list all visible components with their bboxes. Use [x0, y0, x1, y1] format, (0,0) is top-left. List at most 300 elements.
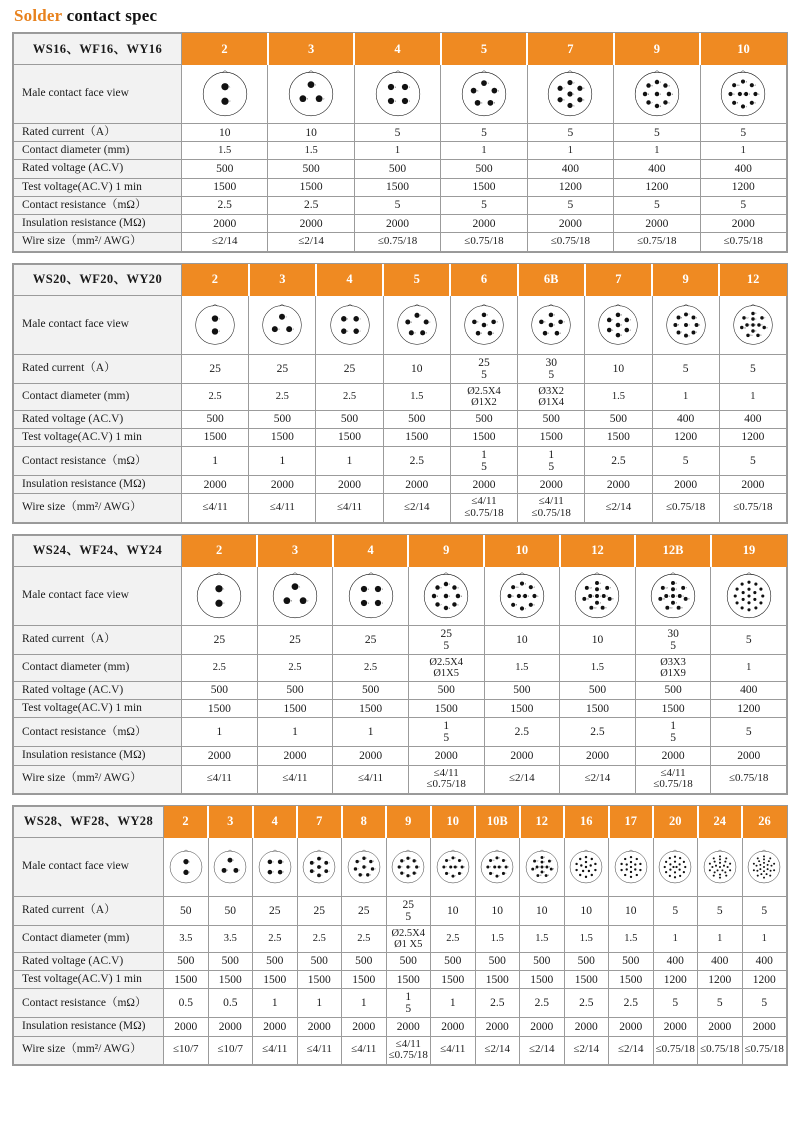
svg-text:7: 7	[551, 861, 552, 863]
contact-face-diagram	[182, 295, 249, 354]
svg-text:1: 1	[315, 84, 317, 87]
column-header-pin-count: 4	[253, 806, 298, 837]
svg-text:1: 1	[408, 86, 410, 89]
contact-face-diagram	[408, 566, 484, 625]
column-header-pin-count: 16	[564, 806, 609, 837]
svg-text:3: 3	[346, 330, 348, 333]
svg-text:1: 1	[688, 324, 690, 327]
column-header-pin-count: 19	[711, 535, 787, 566]
table-row-contact-resistance	[14, 447, 787, 476]
cell-insulation-resistance: 2000	[249, 476, 316, 494]
contact-face-diagram	[609, 837, 654, 896]
cell-contact-diameter: 1.5	[484, 654, 560, 681]
svg-text:4: 4	[533, 586, 535, 589]
svg-text:4: 4	[419, 867, 420, 869]
cell-contact-resistance: 5	[614, 196, 700, 214]
cell-rated-voltage: 500	[253, 952, 298, 970]
cell-wire-size: ≤2/14	[585, 494, 652, 522]
cell-rated-voltage: 500	[431, 952, 476, 970]
table-header-row	[14, 34, 787, 65]
cell-contact-resistance: 0.5	[208, 989, 253, 1018]
svg-text:9: 9	[404, 861, 406, 863]
cell-contact-diameter: 2.5	[253, 925, 298, 952]
cell-contact-diameter: 1.5	[609, 925, 654, 952]
table-row-contact-diameter	[14, 142, 787, 160]
cell-rated-current: 25	[182, 354, 249, 383]
cell-insulation-resistance: 2000	[711, 747, 787, 765]
cell-wire-size: ≤2/14	[520, 1036, 565, 1064]
row-label-insulation-resistance: Insulation resistance (MΩ)	[14, 1018, 164, 1036]
column-header-pin-count: 12	[560, 535, 636, 566]
svg-text:2: 2	[218, 330, 220, 333]
svg-text:1: 1	[449, 595, 451, 598]
contact-face-diagram	[475, 837, 520, 896]
cell-test-voltage: 1200	[652, 428, 719, 446]
contact-face-diagram	[700, 65, 786, 124]
cell-rated-current: 5	[652, 354, 719, 383]
contact-face-diagram	[653, 837, 698, 896]
table-row-test-voltage	[14, 699, 787, 717]
cell-contact-resistance: 1	[316, 447, 383, 476]
svg-text:5: 5	[508, 867, 510, 869]
cell-rated-voltage: 500	[450, 410, 517, 428]
cell-contact-diameter: 1	[700, 142, 786, 160]
cell-test-voltage: 1500	[297, 970, 342, 988]
svg-text:11: 11	[662, 598, 666, 601]
svg-text:6: 6	[675, 582, 677, 585]
svg-text:8: 8	[737, 102, 739, 105]
cell-rated-current: 25	[249, 354, 316, 383]
cell-contact-resistance: 0.5	[164, 989, 209, 1018]
column-header-pin-count: 12B	[635, 535, 711, 566]
table-row-rated-voltage	[14, 681, 787, 699]
svg-text:3: 3	[272, 872, 274, 874]
spec-table	[13, 33, 787, 252]
cell-insulation-resistance: 2000	[700, 215, 786, 233]
svg-text:3: 3	[457, 586, 459, 589]
svg-text:7: 7	[357, 869, 359, 871]
contact-face-diagram	[333, 566, 409, 625]
svg-text:7: 7	[314, 863, 316, 865]
cell-rated-voltage: 500	[441, 160, 527, 178]
svg-text:12: 12	[665, 587, 668, 590]
svg-text:6: 6	[755, 312, 757, 315]
svg-text:1: 1	[321, 867, 323, 869]
cell-insulation-resistance: 2000	[182, 215, 268, 233]
svg-text:1: 1	[755, 324, 757, 327]
contact-face-diagram	[383, 295, 450, 354]
cell-rated-voltage: 400	[719, 410, 786, 428]
cell-rated-voltage: 400	[652, 410, 719, 428]
cell-contact-resistance: 2.5	[609, 989, 654, 1018]
cell-rated-current: 10	[268, 124, 354, 142]
cell-rated-current: 10	[609, 896, 654, 925]
svg-text:1: 1	[742, 93, 745, 96]
row-label-contact-resistance: Contact resistance（mΩ）	[14, 718, 182, 747]
cell-insulation-resistance: 2000	[585, 476, 652, 494]
svg-text:6: 6	[362, 875, 364, 877]
cell-rated-voltage: 500	[297, 952, 342, 970]
cell-insulation-resistance: 2000	[354, 215, 440, 233]
svg-text:4: 4	[328, 871, 330, 873]
svg-text:2: 2	[365, 858, 367, 860]
cell-test-voltage: 1500	[609, 970, 654, 988]
cell-wire-size: ≤0.75/18	[652, 494, 719, 522]
svg-text:1: 1	[233, 860, 235, 862]
cell-contact-diameter: 1	[614, 142, 700, 160]
spec-table	[13, 806, 787, 1065]
column-header-pin-count: 9	[652, 264, 719, 295]
cell-contact-diameter: 1.5	[475, 925, 520, 952]
svg-text:6: 6	[543, 857, 545, 859]
cell-insulation-resistance: 2000	[564, 1018, 609, 1036]
svg-text:8: 8	[515, 604, 517, 607]
cell-contact-resistance: 1	[182, 447, 249, 476]
table-row-face-view	[14, 65, 787, 124]
cell-insulation-resistance: 2000	[527, 215, 613, 233]
spec-table	[13, 264, 787, 523]
svg-text:6: 6	[563, 99, 565, 102]
svg-text:8: 8	[448, 873, 450, 875]
column-header-pin-count: 4	[354, 34, 440, 65]
cell-insulation-resistance: 2000	[520, 1018, 565, 1036]
svg-text:10: 10	[737, 85, 740, 88]
cell-rated-current: 25 5	[386, 896, 431, 925]
cell-rated-current: 5	[711, 625, 787, 654]
svg-text:4: 4	[671, 93, 673, 96]
cell-insulation-resistance: 2000	[609, 1018, 654, 1036]
cell-rated-current: 10	[520, 896, 565, 925]
cell-contact-resistance: 5	[354, 196, 440, 214]
svg-text:4: 4	[367, 588, 369, 591]
svg-text:4: 4	[505, 860, 507, 862]
svg-text:10: 10	[448, 860, 451, 862]
cell-contact-diameter: 3.5	[208, 925, 253, 952]
svg-text:3: 3	[425, 332, 427, 335]
svg-text:3: 3	[496, 321, 498, 324]
svg-text:1: 1	[359, 318, 361, 321]
row-label-contact-diameter: Contact diameter (mm)	[14, 383, 182, 410]
cell-insulation-resistance: 2000	[518, 476, 585, 494]
cell-rated-voltage: 400	[700, 160, 786, 178]
cell-test-voltage: 1500	[383, 428, 450, 446]
svg-text:4: 4	[374, 869, 376, 871]
svg-text:6: 6	[314, 871, 316, 873]
svg-text:5: 5	[463, 867, 465, 869]
svg-text:9: 9	[760, 334, 762, 337]
cell-rated-voltage: 500	[354, 160, 440, 178]
cell-wire-size: ≤2/14	[268, 233, 354, 251]
svg-text:1: 1	[496, 867, 498, 869]
cell-wire-size: ≤4/11	[431, 1036, 476, 1064]
svg-text:4: 4	[560, 332, 562, 335]
cell-test-voltage: 1500	[585, 428, 652, 446]
svg-text:6: 6	[505, 873, 507, 875]
svg-text:10: 10	[515, 586, 519, 589]
cell-test-voltage: 1200	[653, 970, 698, 988]
cell-insulation-resistance: 2000	[450, 476, 517, 494]
cell-test-voltage: 1500	[635, 699, 711, 717]
cell-wire-size: ≤4/11 ≤0.75/18	[635, 765, 711, 793]
contact-face-diagram	[527, 65, 613, 124]
svg-text:1: 1	[298, 586, 301, 589]
cell-contact-diameter: 1	[711, 654, 787, 681]
cell-insulation-resistance: 2000	[441, 215, 527, 233]
cell-wire-size: ≤4/11 ≤0.75/18	[518, 494, 585, 522]
cell-contact-diameter: 1	[441, 142, 527, 160]
cell-contact-resistance: 5	[653, 989, 698, 1018]
contact-face-diagram	[719, 295, 786, 354]
column-header-pin-count: 20	[653, 806, 698, 837]
cell-test-voltage: 1500	[564, 970, 609, 988]
svg-text:2: 2	[457, 867, 458, 869]
cell-wire-size: ≤4/11	[249, 494, 316, 522]
cell-rated-current: 5	[698, 896, 743, 925]
cell-contact-resistance: 5	[441, 196, 527, 214]
svg-text:2: 2	[688, 313, 690, 316]
cell-contact-diameter: 1	[698, 925, 743, 952]
row-label-insulation-resistance: Insulation resistance (MΩ)	[14, 215, 182, 233]
svg-text:9: 9	[490, 867, 491, 869]
contact-face-diagram	[711, 566, 787, 625]
cell-rated-voltage: 500	[560, 681, 636, 699]
cell-test-voltage: 1500	[268, 178, 354, 196]
cell-rated-voltage: 500	[386, 952, 431, 970]
table-row-insulation-resistance	[14, 215, 787, 233]
row-label-wire-size: Wire size（mm²/ AWG）	[14, 494, 182, 522]
table-row-wire-size	[14, 1036, 787, 1064]
svg-text:3: 3	[761, 324, 763, 327]
cell-contact-resistance: 5	[698, 989, 743, 1018]
svg-text:1: 1	[621, 324, 623, 327]
row-label-insulation-resistance: Insulation resistance (MΩ)	[14, 476, 182, 494]
cell-wire-size: ≤4/11	[182, 494, 249, 522]
cell-rated-current: 30 5	[635, 625, 711, 654]
table-row-contact-diameter	[14, 925, 787, 952]
cell-rated-current: 5	[653, 896, 698, 925]
svg-text:2: 2	[239, 870, 240, 872]
row-label-test-voltage: Test voltage(AC.V) 1 min	[14, 178, 182, 196]
cell-contact-resistance: 1	[182, 718, 258, 747]
cell-wire-size: ≤0.75/18	[742, 1036, 787, 1064]
contact-face-diagram	[614, 65, 700, 124]
svg-text:2: 2	[600, 588, 602, 591]
cell-wire-size: ≤0.75/18	[441, 233, 527, 251]
cell-rated-current: 10	[560, 625, 636, 654]
cell-wire-size: ≤2/14	[564, 1036, 609, 1064]
svg-text:11: 11	[587, 598, 590, 601]
cell-contact-diameter: 2.5	[297, 925, 342, 952]
svg-text:1: 1	[543, 867, 545, 869]
svg-text:2: 2	[501, 867, 503, 869]
cell-contact-diameter: 2.5	[342, 925, 387, 952]
table-row-test-voltage	[14, 178, 787, 196]
table-row-wire-size	[14, 494, 787, 522]
svg-text:3: 3	[606, 595, 609, 598]
cell-test-voltage: 1500	[333, 699, 409, 717]
cell-rated-voltage: 400	[653, 952, 698, 970]
cell-rated-current: 25	[333, 625, 409, 654]
row-label-rated-voltage: Rated voltage (AC.V)	[14, 410, 182, 428]
page-title	[0, 0, 800, 32]
cell-rated-current: 10	[431, 896, 476, 925]
series-name: WS28、WF28、WY28	[14, 806, 164, 837]
table-row-insulation-resistance	[14, 476, 787, 494]
svg-text:3: 3	[745, 81, 748, 84]
row-label-contact-diameter: Contact diameter (mm)	[14, 654, 182, 681]
row-label-rated-current: Rated current（A）	[14, 354, 182, 383]
cell-insulation-resistance: 2000	[182, 476, 249, 494]
svg-text:2: 2	[755, 318, 757, 321]
cell-rated-current: 25	[342, 896, 387, 925]
contact-face-diagram	[742, 837, 787, 896]
svg-text:4: 4	[394, 86, 396, 89]
row-label-contact-resistance: Contact resistance（mΩ）	[14, 196, 182, 214]
page-title-rest: contact spec	[62, 6, 158, 25]
svg-text:7: 7	[454, 876, 456, 878]
column-header-pin-count: 3	[208, 806, 253, 837]
cell-test-voltage: 1500	[354, 178, 440, 196]
svg-text:6: 6	[449, 607, 451, 610]
svg-text:9: 9	[681, 607, 683, 610]
cell-contact-resistance: 5	[652, 447, 719, 476]
spec-table-block	[12, 805, 788, 1066]
svg-text:7: 7	[563, 88, 565, 91]
cell-contact-diameter: 2.5	[249, 383, 316, 410]
cell-wire-size: ≤2/14	[182, 233, 268, 251]
cell-contact-resistance: 1	[333, 718, 409, 747]
cell-contact-diameter: 1.5	[585, 383, 652, 410]
row-label-contact-resistance: Contact resistance（mΩ）	[14, 989, 164, 1018]
cell-insulation-resistance: 2000	[635, 747, 711, 765]
svg-text:1: 1	[659, 93, 661, 96]
column-header-pin-count: 4	[316, 264, 383, 295]
svg-text:8: 8	[677, 324, 679, 327]
svg-text:1: 1	[223, 588, 225, 591]
contact-face-diagram	[450, 295, 517, 354]
cell-rated-current: 25	[257, 625, 333, 654]
column-header-pin-count: 7	[297, 806, 342, 837]
svg-text:3: 3	[372, 861, 374, 863]
svg-text:5: 5	[536, 595, 539, 598]
cell-contact-resistance: 2.5	[560, 718, 636, 747]
svg-text:11: 11	[534, 869, 537, 871]
cell-insulation-resistance: 2000	[164, 1018, 209, 1036]
cell-insulation-resistance: 2000	[560, 747, 636, 765]
cell-contact-diameter: 2.5	[257, 654, 333, 681]
row-label-rated-voltage: Rated voltage (AC.V)	[14, 952, 164, 970]
cell-contact-diameter: 1	[653, 925, 698, 952]
row-label-test-voltage: Test voltage(AC.V) 1 min	[14, 970, 164, 988]
svg-text:7: 7	[610, 587, 612, 590]
svg-text:2: 2	[429, 321, 431, 324]
cell-test-voltage: 1500	[520, 970, 565, 988]
row-label-face-view: Male contact face view	[14, 566, 182, 625]
cell-wire-size: ≤0.75/18	[653, 1036, 698, 1064]
column-header-pin-count: 2	[182, 264, 249, 295]
cell-rated-current: 10	[383, 354, 450, 383]
contact-face-diagram	[518, 295, 585, 354]
svg-text:7: 7	[651, 102, 653, 105]
row-label-test-voltage: Test voltage(AC.V) 1 min	[14, 428, 182, 446]
svg-text:1: 1	[486, 324, 488, 327]
svg-text:4: 4	[461, 595, 463, 598]
cell-insulation-resistance: 2000	[383, 476, 450, 494]
svg-text:3: 3	[499, 858, 501, 860]
svg-text:9: 9	[733, 93, 735, 96]
cell-test-voltage: 1500	[316, 428, 383, 446]
table-row-insulation-resistance	[14, 747, 787, 765]
svg-text:10: 10	[492, 860, 495, 862]
cell-contact-diameter: Ø2.5X4 Ø1 X5	[386, 925, 431, 952]
cell-insulation-resistance: 2000	[268, 215, 354, 233]
cell-rated-voltage: 400	[698, 952, 743, 970]
svg-text:1: 1	[188, 861, 190, 863]
cell-test-voltage: 1500	[518, 428, 585, 446]
cell-rated-voltage: 500	[383, 410, 450, 428]
cell-rated-voltage: 500	[182, 410, 249, 428]
svg-text:3: 3	[524, 582, 526, 585]
cell-rated-voltage: 500	[475, 952, 520, 970]
column-header-pin-count: 5	[441, 34, 527, 65]
table-row-wire-size	[14, 233, 787, 251]
row-label-contact-diameter: Contact diameter (mm)	[14, 925, 164, 952]
contact-face-diagram	[652, 295, 719, 354]
svg-text:4: 4	[481, 102, 483, 105]
contact-face-diagram	[316, 295, 383, 354]
svg-text:6: 6	[477, 321, 479, 324]
svg-text:5: 5	[593, 595, 595, 598]
cell-wire-size: ≤2/14	[560, 765, 636, 793]
contact-face-diagram	[268, 65, 354, 124]
cell-contact-diameter: 1	[742, 925, 787, 952]
svg-text:3: 3	[367, 602, 369, 605]
column-header-pin-count: 7	[585, 264, 652, 295]
cell-rated-current: 30 5	[518, 354, 585, 383]
svg-text:8: 8	[612, 598, 614, 601]
cell-rated-voltage: 400	[742, 952, 787, 970]
cell-contact-diameter: 2.5	[333, 654, 409, 681]
cell-test-voltage: 1500	[164, 970, 209, 988]
svg-text:4: 4	[755, 330, 757, 333]
svg-text:10: 10	[750, 334, 753, 337]
cell-test-voltage: 1200	[527, 178, 613, 196]
cell-test-voltage: 1500	[484, 699, 560, 717]
svg-text:1: 1	[600, 595, 602, 598]
row-label-wire-size: Wire size（mm²/ AWG）	[14, 1036, 164, 1064]
cell-rated-voltage: 500	[182, 160, 268, 178]
svg-text:2: 2	[749, 93, 751, 96]
svg-text:8: 8	[401, 867, 403, 869]
cell-insulation-resistance: 2000	[408, 747, 484, 765]
row-label-contact-diameter: Contact diameter (mm)	[14, 142, 182, 160]
cell-contact-diameter: 1.5	[182, 142, 268, 160]
svg-text:1: 1	[228, 86, 231, 89]
svg-text:9: 9	[605, 607, 607, 610]
cell-rated-current: 5	[354, 124, 440, 142]
cell-rated-current: 25 5	[408, 625, 484, 654]
cell-test-voltage: 1500	[431, 970, 476, 988]
svg-text:6: 6	[688, 334, 690, 337]
cell-insulation-resistance: 2000	[431, 1018, 476, 1036]
svg-text:6: 6	[461, 873, 463, 875]
cell-rated-voltage: 500	[635, 681, 711, 699]
column-header-pin-count: 2	[164, 806, 209, 837]
column-header-pin-count: 8	[342, 806, 387, 837]
svg-text:2: 2	[282, 872, 284, 874]
page-title-highlight: Solder	[14, 6, 63, 25]
cell-rated-current: 25 5	[450, 354, 517, 383]
